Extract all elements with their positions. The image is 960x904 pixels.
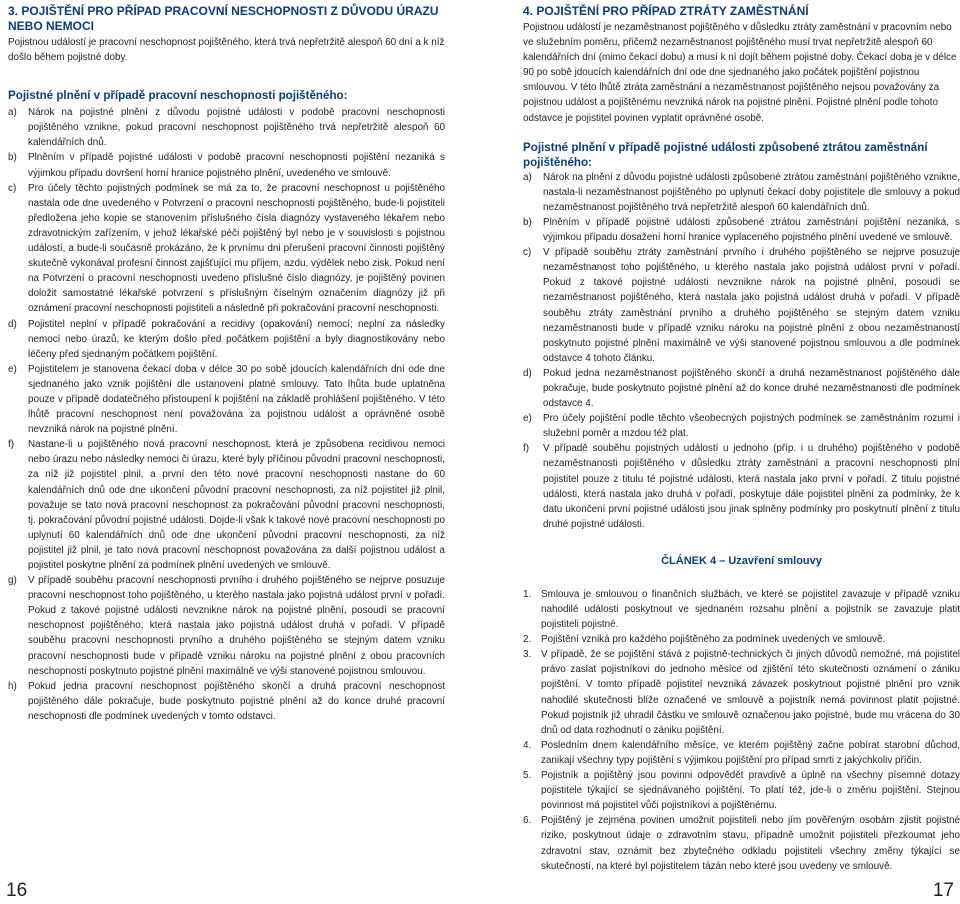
list-item: [8, 362, 445, 437]
list-marker: 3.: [523, 649, 532, 661]
list-text: Pokud jedna pracovní neschopnost pojištěného skončí a druhá pracovní neschopnost pojištěného dále pokračuje, bude poskytnuto pojistné plnění až do konce druhé pracovní neschopnosti dle podmínek uvedených v tomto odstavci.: [28, 680, 445, 722]
list-text: Pojistitelem je stanovena čekací doba v délce 30 po sobě jdoucích kalendářních dní ode dne sjednaného jako vznik pojištění dle ustanovení platné smlouvy. Tato lhůta bude uplatněna pouze v případě dodatečného přistoupení k pojištění na základě prohlášení pojištěného. V této lhůtě pracovní neschopnost není považována za pojistnou událost a oprávněné osobě nevzniká nárok na pojistné plnění.: [28, 363, 445, 436]
list-text: Pro účely pojištění podle těchto všeobecných pojistných podmínek se zaměstnáním rozumí i služební poměr a mzdou též plat.: [543, 413, 960, 440]
article-4-list: [523, 587, 960, 874]
section-3-intro: Pojistnou událostí je pracovní neschopnost pojištěného, která trvá nepřetržitě alespoň 60 dní a k níž došlo během pojistné doby.: [8, 37, 445, 64]
list-marker: c): [8, 182, 17, 194]
list-item: [523, 411, 960, 441]
list-item: [523, 245, 960, 366]
list-item: [8, 150, 445, 180]
list-marker: d): [523, 367, 532, 379]
section-title-4: 4. POJIŠTĚNÍ PRO PŘÍPAD ZTRÁTY ZAMĚSTNÁNÍ: [523, 4, 809, 18]
list-marker: 1.: [523, 588, 532, 600]
list-item: [523, 647, 960, 738]
list-text: Plněním v případě pojistné události v podobě pracovní neschopnosti pojištění nezaniká s výjimkou případu dovršení horní hranice pojistného plnění, uvedeného ve smlouvě.: [28, 152, 445, 179]
list-item: [523, 170, 960, 215]
list-text: V případě souběhu pracovní neschopnosti prvního i druhého pojištěného se nejprve posuzuje pracovní neschopnost toho pojištěného, u kterého nastala jako pojistná událost první v pořadí. Pokud z takové pojistné události nevznikne nárok na pojistné plnění, posoudí se pracovní neschopnost pojištěného, která nastala jako pojistná událost druhá v pořadí. V případě souběhu pracovní neschopnosti prvního a druhého pojištěného se stejným datem vzniku pracovní neschopnosti bude v případě vzniku nároku na pojistné plnění z obou pracovních neschopností poskytnuto pojistné plnění maximálně ve výši stanovené pojistnou smlouvou.: [28, 575, 445, 677]
right-column: [523, 4, 960, 874]
list-marker: 6.: [523, 815, 532, 827]
list-item: [8, 181, 445, 317]
page-number-left: 16: [6, 880, 28, 901]
list-marker: b): [523, 216, 532, 228]
list-item: [8, 105, 445, 150]
list-item: [8, 437, 445, 573]
list-text: V případě, že se pojištění stává z pojistně-technických či jiných důvodů nemožné, má pojistitel právo zaslat pojistníkovi do jednoho měsíce od zjištění této skutečnosti oznámení o zániku pojištění. V tomto případě pojistitel nevzniká závazek poskytnout pojistné plnění pro vznik nahodilé skutečnosti blíže označené ve smlouvě a pojistník nemá povinnost platit pojistné. Pokud pojistník již uhradil částku ve smlouvě označenou jako pojistné, bude mu vrácena do 30 dnů od data rozhodnutí o zániku pojištění.: [541, 649, 960, 736]
list-marker: f): [8, 439, 15, 451]
list-marker: 2.: [523, 634, 532, 646]
list-text: Nastane-li u pojištěného nová pracovní neschopnost, která je způsobena recidivou nemoci nebo úrazu nebo následky nemoci či úrazu, které byly příčinou původní pracovní neschopnosti, za níž již pojistitel plnil, a první den této nové pracovní neschopnosti nastane do 60 kalendářních dnů ode dne ukončení původní pracovní neschopnosti, za níž pojistitel již plnil, považuje se tato nová pracovní neschopnost za pokračování původní pracovní neschopnosti, tj. pokračování původní pojistné události. Dojde-li však k takové nové pracovní neschopnosti po uplynutí 60 kalendářních dnů ode dne ukončení původní pracovní neschopnosti, za níž pojistitel již plnil, je tato nová pracovní neschopnost považována za další pojistnou událost a pojistitel poskytne plnění za podmínek plnění uvedených ve smlouvě.: [28, 439, 445, 571]
list-item: [523, 215, 960, 245]
section-4-list: [523, 170, 960, 532]
list-marker: h): [8, 680, 17, 692]
list-item: [8, 679, 445, 724]
list-text: V případě souběhu ztráty zaměstnání prvního i druhého pojištěného se nejprve posuzuje nezaměstnanost toho pojištěného, u kterého nastala jako pojistná událost první v pořadí. Pokud z takové pojistné události nevznikne nárok na pojistné plnění, posoudí se nezaměstnanost pojištěného, která nastala jako pojistná událost druhá v pořadí. V případě souběhu ztráty zaměstnání prvního a druhého pojištěného se stejným datem vzniku nezaměstnanosti bude v případě vzniku nároku na pojistné plnění z obou nezaměstnaností poskytnuto pojistné plnění maximálně ve výši stanovené pojistnou smlouvou a dle podmínek odstavce 4 tohoto článku.: [543, 247, 960, 364]
list-item: [523, 632, 960, 647]
article-4-title: ČLÁNEK 4 – Uzavření smlouvy: [661, 554, 822, 567]
section-title-3: 3. POJIŠTĚNÍ PRO PŘÍPAD PRACOVNÍ NESCHOPNOSTI Z DŮVODU ÚRAZU NEBO NEMOCI: [8, 4, 439, 33]
list-marker: a): [523, 171, 532, 183]
list-marker: e): [8, 363, 17, 375]
list-text: Nárok na plnění z důvodu pojistné události způsobené ztrátou zaměstnání pojištěného vznikne, nastala-li nezaměstnanost pojištěného po uplynutí čekací doby pojistitele dle smlouvy a pokud nezaměstnanost pojištěného trvá nepřetržitě alespoň 60 kalendářních dnů.: [543, 171, 960, 213]
list-marker: b): [8, 152, 17, 164]
list-marker: a): [8, 107, 17, 119]
list-item: [8, 573, 445, 679]
list-text: Pojištění vzniká pro každého pojištěného za podmínek uvedených ve smlouvě.: [541, 634, 886, 646]
list-text: Pro účely těchto pojistných podmínek se má za to, že pracovní neschopnost u pojištěného nastala ode dne uvedeného v Potvrzení o pracovní neschopnosti pojištěného, bude-li pojistiteli předložena jeho kopie se stanovením příslušného čísla diagnózy vystaveného lékařem nebo zdravotnickým zařízením, v jehož lékařské péči pojištěný byl nebo je v souvislosti s pojistnou událostí, a bude-li současně prokázáno, že k prvnímu dni přerušení pracovní činnosti pojištěný skutečně vykonával profesní činnost zajišťující mu příjem, azdu, výdělek nebo zisk. Pokud není na Potvrzení o pracovní neschopnosti uvedeno příslušné číslo diagnózy, je pojištěný povinen doložit samostatné lékařské potvrzení s příslušným číselným označením diagnózy již při oznámení pracovní neschopnosti pojistiteli a následně při pokračování pracovní neschopnosti.: [28, 182, 445, 315]
list-marker: f): [523, 443, 530, 455]
list-text: Pojištěný je zejména povinen umožnit pojistiteli nebo jím pověřeným osobám zjistit pojistné riziko, poskytnout údaje o zdravotním stavu, případně umožnit pojistiteli přezkoumat jeho zdravotní stav, oznámit bez zbytečného odkladu pojistiteli všechny změny týkající se skutečností, na které byl pojistitelem tázán nebo které jsou uvedeny ve smlouvě.: [541, 815, 960, 872]
section-4-intro: Pojistnou událostí je nezaměstnanost pojištěného v důsledku ztráty zaměstnání v pracovním nebo ve služebním poměru, přičemž nezaměstnanost pojištěného musí trvat nepřetržitě alespoň 60 kalendářních dní (mimo čekací dobu) a musí k ní dojít během pojistné doby. Čekací doba je v délce 90 po sobě jdoucích kalendářních dní ode dne sjednaného jako počátek pojištění pojistnou smlouvou. V této lhůtě ztráta zaměstnání a nezaměstnanost pojištěného nejsou považovány za pojistnou událost a pojištěnému nevzniká nárok na pojistné plnění. Pojistné plnění podle tohoto odstavce je pojistitel povinen vyplatit oprávněné osobě.: [523, 22, 957, 124]
list-item: [523, 441, 960, 532]
list-text: Posledním dnem kalendářního měsíce, ve kterém pojištěný začne pobírat starobní důchod, zanikají všechny typy pojištění s výjimkou pojištění pro případ smrti z jakýchkoliv příčin.: [541, 739, 960, 766]
list-marker: g): [8, 575, 17, 587]
list-marker: e): [523, 413, 532, 425]
list-text: Nárok na pojistné plnění z důvodu pojistné události v podobě pracovní neschopnosti pojištěného vznikne, pokud pracovní neschopnost pojištěného trvá nepřetržitě alespoň 60 kalendářních dnů.: [28, 107, 445, 149]
list-marker: 5.: [523, 770, 532, 782]
section-3-list: [8, 105, 445, 724]
list-text: V případě souběhu pojistných událostí u jednoho (příp. i u druhého) pojištěného v podobě nezaměstnanosti pojištěného v důsledku ztráty zaměstnání a pracovní neschopnosti plní pojistitel pouze z titulu té pojistné události, která nastala jako první v pořadí. Z titulu pojistné události, která nastala jako druhá v pořadí, poskytuje dále pojistitel plnění za podmínky, že k datu ukončení první pojistné události jsou jinak splněny podmínky pro poskytnutí plnění z titulu druhé pojistné události.: [543, 443, 960, 530]
list-item: [8, 317, 445, 362]
list-item: [523, 587, 960, 632]
list-text: Pojistitel neplní v případě pokračování a recidivy (opakování) nemocí; neplní za následky nemocí nebo úrazů, ke kterým došlo před počátkem pojištění a byly diagnostikovány nebo léčeny před sjednaným počátkem pojištění.: [28, 318, 445, 360]
list-item: [523, 738, 960, 768]
section-4-subheading: Pojistné plnění v případě pojistné události způsobené ztrátou zaměstnání pojištěného:: [523, 140, 928, 169]
section-3-subheading: Pojistné plnění v případě pracovní neschopnosti pojištěného:: [8, 89, 348, 103]
left-column: [8, 4, 445, 724]
list-text: Plněním v případě pojistné události způsobené ztrátou zaměstnání pojištění nezaniká, s výjimkou případu dosažení horní hranice vyplaceného pojistného plnění uvedené ve smlouvě.: [543, 216, 960, 244]
list-marker: c): [523, 247, 532, 259]
list-item: [523, 768, 960, 813]
page-number-right: 17: [932, 880, 954, 901]
list-text: Pojistník a pojištěný jsou povinni odpovědět pravdivě a úplně na všechny písemné dotazy pojistitele týkající se sjednávaného pojištění. To platí též, jde-li o změnu pojištění. Stejnou povinnost má pojistitel vůči pojistníkovi a pojištěnému.: [541, 770, 960, 812]
list-marker: 4.: [523, 739, 532, 751]
list-item: [523, 366, 960, 411]
list-text: Pokud jedna nezaměstnanost pojištěného skončí a druhá nezaměstnanost pojištěného dále pokračuje, bude poskytnuto pojistné plnění až do konce druhé nezaměstnanosti dle podmínek odstavce 4.: [543, 367, 960, 410]
list-text: Smlouva je smlouvou o finančních službách, ve které se pojistitel zavazuje v případě vzniku nahodilé události poskytnout ve sjednaném rozsahu plnění a pojistník se zavazuje platit pojistiteli pojistné.: [541, 588, 960, 631]
list-item: [523, 813, 960, 873]
list-marker: d): [8, 318, 17, 330]
